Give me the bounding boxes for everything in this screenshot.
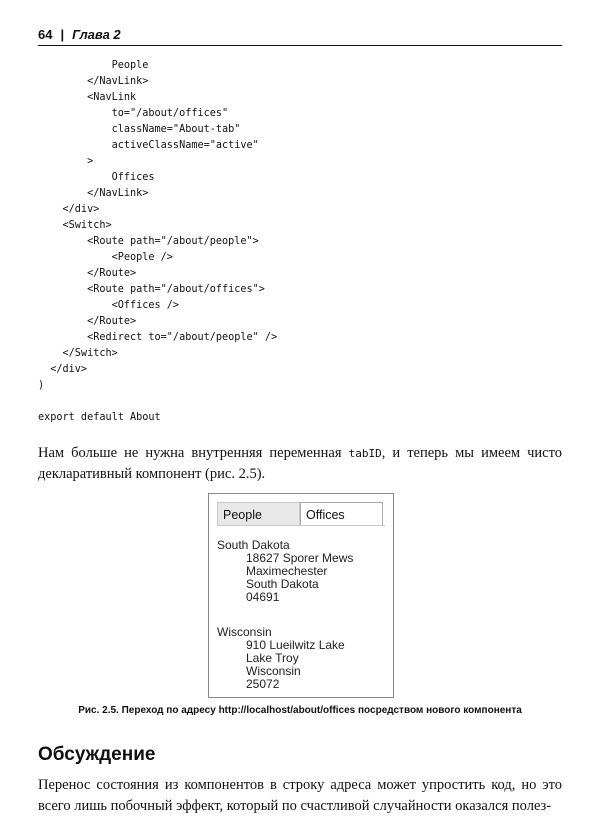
office-address-line: 25072 [246,677,280,691]
office-entry [217,626,345,691]
tab-offices[interactable]: Offices [300,502,383,525]
code-line: <Route path="/about/people"> [38,236,259,247]
office-address-line: Lake Troy [246,651,299,665]
code-line: <NavLink [38,92,137,103]
paragraph-intro [38,443,562,485]
code-line: export default About [38,412,161,423]
office-entry [217,539,353,604]
tab-underline [217,525,385,526]
office-address-line: 910 Lueilwitz Lake [246,638,345,652]
header-rule [38,45,562,46]
chapter-title: Глава 2 [72,27,121,42]
code-line: People [38,60,149,71]
header-separator: | [60,27,65,42]
figure-caption: Рис. 2.5. Переход по адресу http://localhost/about/offices посредством нового компонента [78,705,522,716]
figure-screenshot [208,493,394,698]
code-line [38,394,277,410]
code-line: </Route> [38,316,137,327]
paragraph-discussion: Перенос состояния из компонентов в строку адреса может упростить код, но это всего лишь побочный эффект, который по счастливой случайности оказался полез- [38,777,562,814]
code-line: <Redirect to="/about/people" /> [38,332,278,343]
code-line: </NavLink> [38,76,149,87]
running-header [38,27,121,42]
code-line: activeClassName="active" [38,140,259,151]
code-line: </NavLink> [38,188,149,199]
tab-people[interactable]: People [217,502,300,525]
office-address-line: Maximechester [246,564,328,578]
code-line: <Switch> [38,220,112,231]
inline-code: tabID [348,447,382,460]
code-line: ) [38,380,45,391]
code-line: </Route> [38,268,137,279]
paragraph-text: Нам больше не нужна внутренняя переменная [38,445,349,461]
office-address-line: South Dakota [246,577,319,591]
page-number: 64 [38,27,53,42]
office-address-line: 04691 [246,590,280,604]
code-line: > [38,156,94,167]
code-line: <Route path="/about/offices"> [38,284,265,295]
code-line: Offices [38,172,155,183]
code-line: className="About-tab" [38,124,241,135]
code-listing [38,58,277,426]
code-line: </Switch> [38,348,118,359]
office-address-line: Wisconsin [246,664,301,678]
office-name: Wisconsin [217,625,272,639]
code-line: </div> [38,364,88,375]
code-line: <Offices /> [38,300,180,311]
code-line: </div> [38,204,100,215]
office-name: South Dakota [217,538,290,552]
code-line: to="/about/offices" [38,108,229,119]
tab-bar [217,502,383,525]
code-line: <People /> [38,252,173,263]
office-address-line: 18627 Sporer Mews [246,551,354,565]
section-title: Обсуждение [38,744,156,765]
paragraph-text: , и теперь мы имеем чисто декларативный компонент (рис. 2.5). [38,445,562,482]
